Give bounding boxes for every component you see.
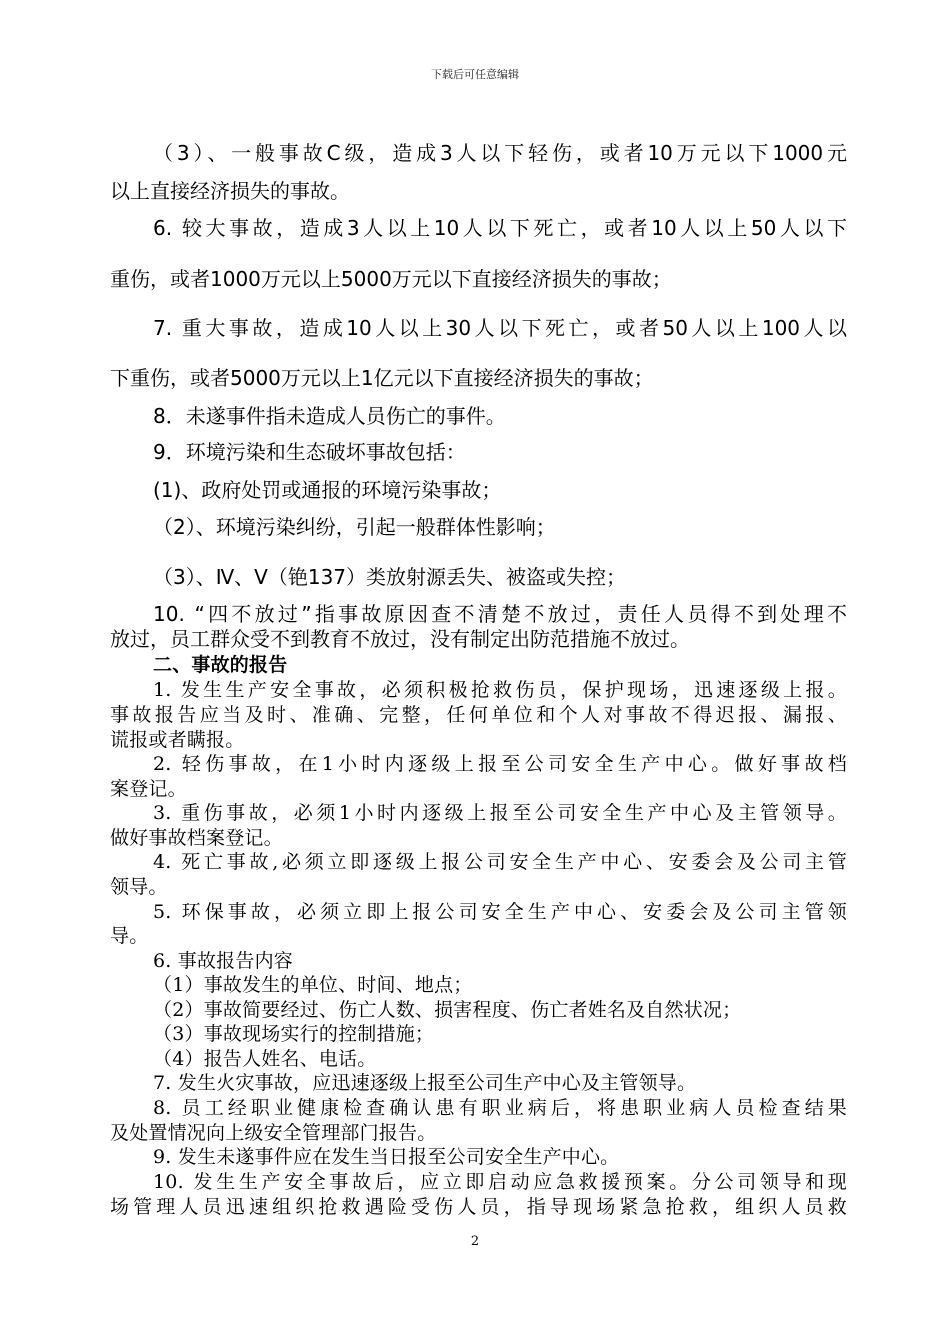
paragraph-line: （3）、一般事故C级，造成3人以下轻伤，或者10万元以下1000元: [153, 141, 847, 165]
paragraph-line: 场管理人员迅速组织抢救遇险受伤人员，指导现场紧急抢救，组织人员救: [110, 1196, 847, 1218]
paragraph-line: 案登记。: [110, 778, 187, 800]
paragraph-line: (1)、政府处罚或通报的环境污染事故；: [153, 478, 502, 502]
paragraph-line: 5. 环保事故，必须立即上报公司安全生产中心、安委会及公司主管领: [153, 901, 847, 923]
paragraph-line: 3. 重伤事故，必须1小时内逐级上报至公司安全生产中心及主管领导。: [153, 802, 847, 824]
paragraph-line: 4. 死亡事故,必须立即逐级上报公司安全生产中心、安委会及公司主管: [153, 851, 847, 873]
paragraph-line: 1. 发生生产安全事故，必须积极抢救伤员，保护现场，迅速逐级上报。: [153, 679, 847, 701]
paragraph-line: 下重伤，或者5000万元以上1亿元以下直接经济损失的事故；: [110, 366, 654, 390]
paragraph-line: 放过，员工群众受不到教育不放过，没有制定出防范措施不放过。: [110, 627, 690, 651]
paragraph-line: 10. “四不放过”指事故原因查不清楚不放过，责任人员得不到处理不: [153, 602, 847, 626]
page-number: 2: [470, 1234, 480, 1249]
paragraph-line: 领导。: [110, 876, 168, 898]
paragraph-line: 9. 发生未遂事件应在发生当日报至公司安全生产中心。: [153, 1146, 620, 1168]
paragraph-line: 及处置情况向上级安全管理部门报告。: [110, 1122, 437, 1144]
paragraph-line: 导。: [110, 925, 149, 947]
paragraph-line: （2）、环境污染纠纷，引起一般群体性影响；: [153, 515, 556, 539]
paragraph-line: （1）事故发生的单位、时间、地点；: [153, 974, 473, 996]
paragraph-line: 事故报告应当及时、准确、完整，任何单位和个人对事故不得迟报、漏报、: [110, 704, 847, 726]
paragraph-line: 6. 事故报告内容: [153, 950, 293, 972]
paragraph-line: 10. 发生生产安全事故后，应立即启动应急救援预案。分公司领导和现: [153, 1171, 847, 1193]
section-heading: 二、事故的报告: [153, 654, 288, 676]
paragraph-line: 2. 轻伤事故，在1小时内逐级上报至公司安全生产中心。做好事故档: [153, 753, 847, 775]
paragraph-line: 8. 员工经职业健康检查确认患有职业病后，将患职业病人员检查结果: [153, 1097, 847, 1119]
header-note: 下载后可任意编辑: [431, 68, 519, 81]
paragraph-line: 做好事故档案登记。: [110, 827, 283, 849]
paragraph-line: 重伤，或者1000万元以上5000万元以下直接经济损失的事故；: [110, 267, 672, 291]
paragraph-line: （3）、Ⅳ、Ⅴ（铯137）类放射源丢失、被盗或失控；: [153, 565, 627, 589]
paragraph-line: 谎报或者瞒报。: [110, 729, 245, 751]
paragraph-line: （3）事故现场实行的控制措施；: [153, 1023, 435, 1045]
paragraph-line: 7. 发生火灾事故，应迅速逐级上报至公司生产中心及主管领导。: [153, 1072, 697, 1094]
paragraph-line: （4）报告人姓名、电话。: [153, 1048, 377, 1070]
paragraph-line: （2）事故简要经过、伤亡人数、损害程度、伤亡者姓名及自然状况；: [153, 999, 742, 1021]
paragraph-line: 9．环境污染和生态破坏事故包括：: [153, 440, 466, 464]
paragraph-line: 8．未遂事件指未造成人员伤亡的事件。: [153, 404, 506, 428]
paragraph-line: 以上直接经济损失的事故。: [110, 179, 350, 203]
paragraph-line: 6. 较大事故，造成3人以上10人以下死亡，或者10人以上50人以下: [153, 216, 847, 240]
paragraph-line: 7. 重大事故，造成10人以上30人以下死亡，或者50人以上100人以: [153, 316, 847, 340]
